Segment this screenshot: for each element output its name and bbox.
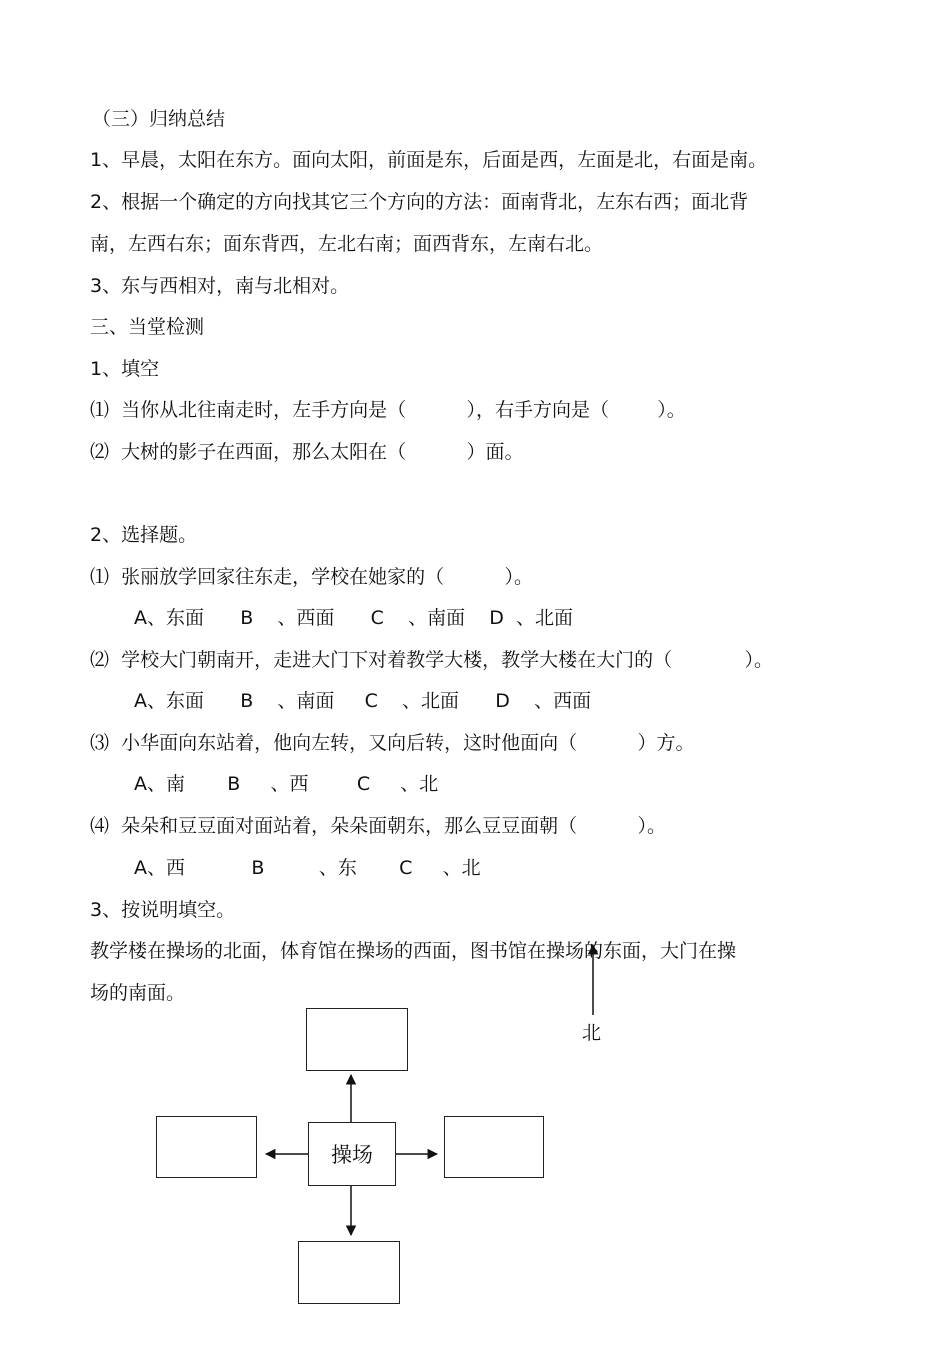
center-box-label: 操场 bbox=[331, 1143, 373, 1167]
choice-options-1: A、东面 B 、西面 C 、南面 D 、北面 bbox=[134, 607, 573, 629]
subheading-fill-blank: 1、填空 bbox=[90, 358, 160, 380]
text-line-summary-2a: 2、根据一个确定的方向找其它三个方向的方法：面南背北，左东右西；面北背 bbox=[90, 191, 749, 213]
choice-question-1: ⑴ 张丽放学回家往东走，学校在她家的（ ）。 bbox=[90, 566, 533, 588]
north-label: 北 bbox=[582, 1022, 602, 1044]
choice-options-4: A、西 B 、东 C 、北 bbox=[134, 857, 481, 879]
text-line-summary-1: 1、早晨，太阳在东方。面向太阳，前面是东，后面是西，左面是北，右面是南。 bbox=[90, 149, 768, 171]
south-box-blank[interactable] bbox=[298, 1241, 400, 1304]
east-box-blank[interactable] bbox=[444, 1116, 544, 1178]
explain-text-line-2: 场的南面。 bbox=[90, 982, 186, 1004]
fill-question-2: ⑵ 大树的影子在西面，那么太阳在（ ）面。 bbox=[90, 441, 524, 463]
subheading-explain-fill: 3、按说明填空。 bbox=[90, 899, 236, 921]
choice-question-2: ⑵ 学校大门朝南开，走进大门下对着教学大楼，教学大楼在大门的（ ）。 bbox=[90, 649, 774, 671]
text-line-summary-3: 3、东与西相对，南与北相对。 bbox=[90, 275, 350, 297]
north-box-blank[interactable] bbox=[306, 1008, 408, 1071]
text-line-summary-heading: （三）归纳总结 bbox=[92, 108, 226, 130]
explain-text-line-1: 教学楼在操场的北面，体育馆在操场的西面，图书馆在操场的东面，大门在操 bbox=[90, 940, 737, 962]
choice-options-2: A、东面 B 、南面 C 、北面 D 、西面 bbox=[134, 690, 592, 712]
choice-options-3: A、南 B 、西 C 、北 bbox=[134, 773, 439, 795]
choice-question-4: ⑷ 朵朵和豆豆面对面站着，朵朵面朝东，那么豆豆面朝（ ）。 bbox=[90, 815, 666, 837]
center-box-playground bbox=[308, 1122, 396, 1186]
section-heading-check: 三、当堂检测 bbox=[90, 316, 205, 338]
fill-question-1: ⑴ 当你从北往南走时，左手方向是（ ），右手方向是（ ）。 bbox=[90, 399, 686, 421]
text-line-summary-2b: 南，左西右东；面东背西，左北右南；面西背东，左南右北。 bbox=[90, 233, 604, 255]
west-box-blank[interactable] bbox=[156, 1116, 257, 1178]
choice-question-3: ⑶ 小华面向东站着，他向左转，又向后转，这时他面向（ ）方。 bbox=[90, 732, 695, 754]
subheading-choice: 2、选择题。 bbox=[90, 524, 198, 546]
